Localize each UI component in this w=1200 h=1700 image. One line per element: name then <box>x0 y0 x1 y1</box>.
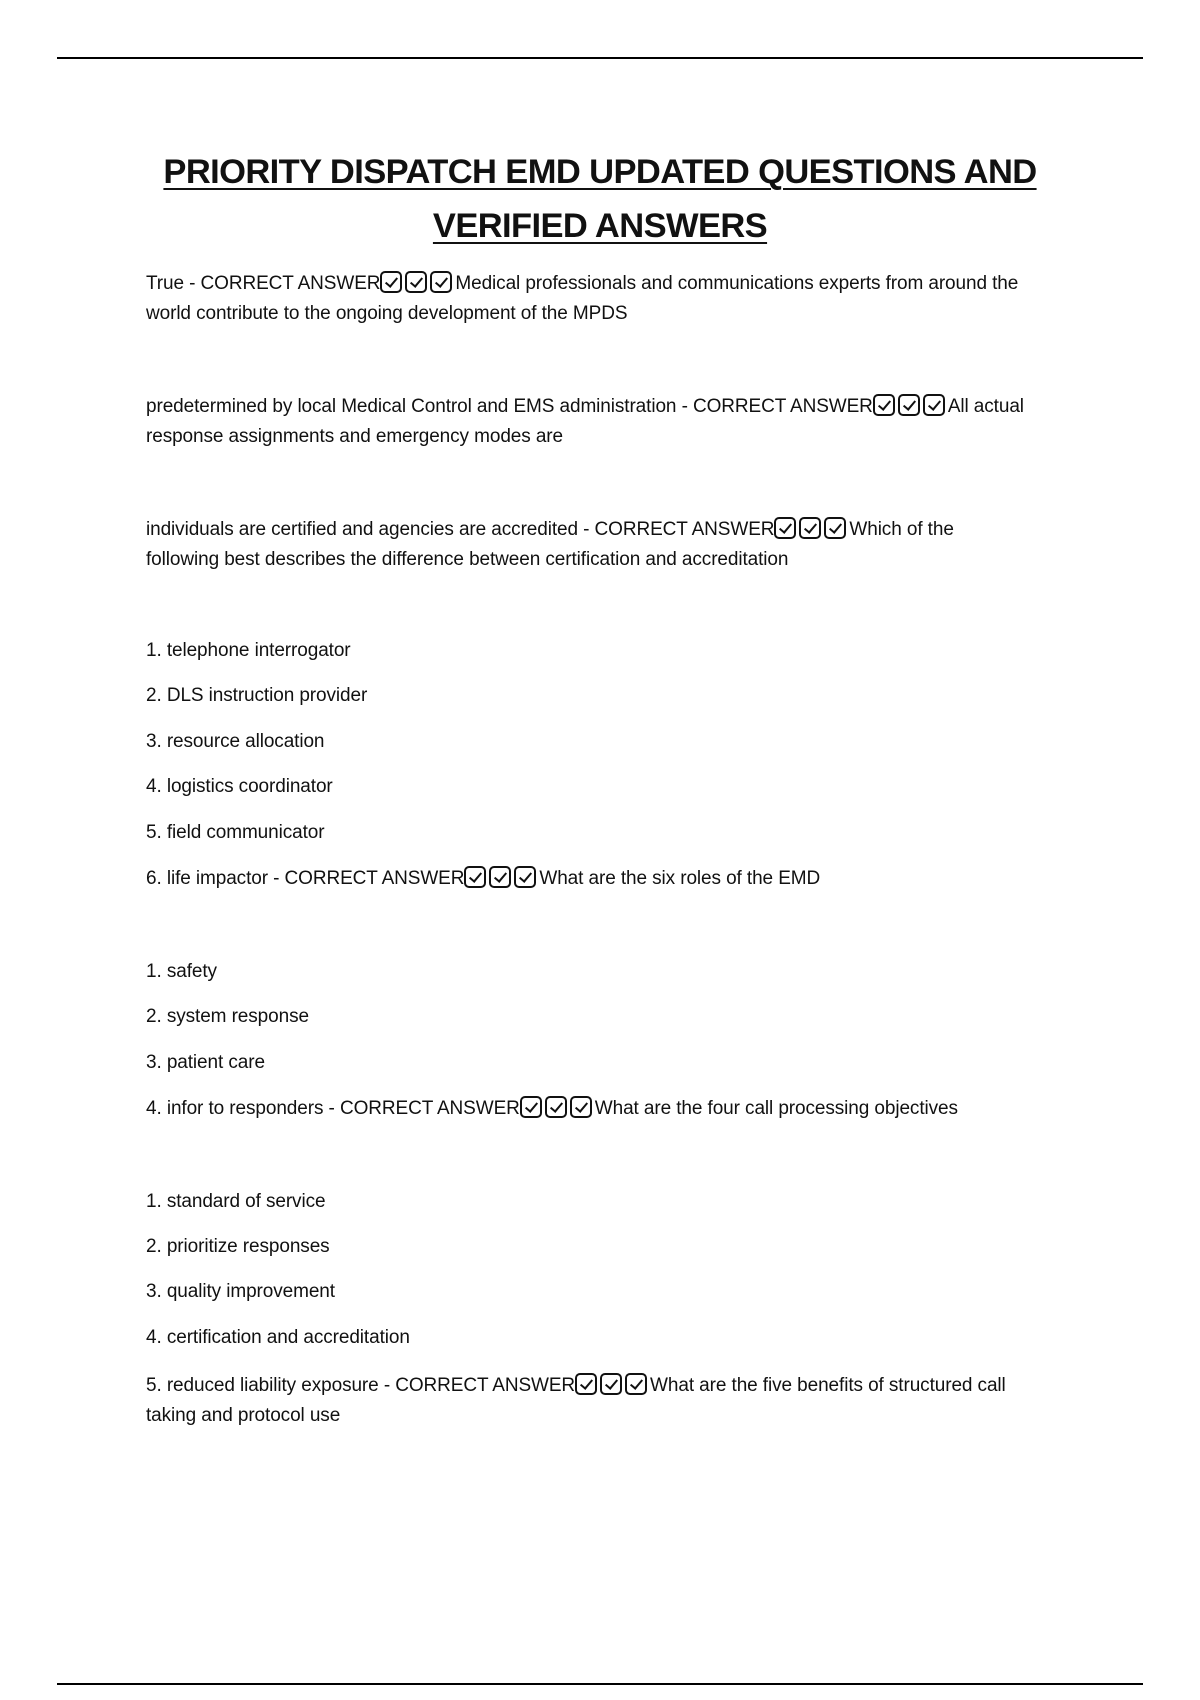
correct-answer-marker: - CORRECT ANSWER <box>328 1098 520 1119</box>
check-marks <box>774 519 846 540</box>
answer-text: predetermined by local Medical Control and EMS administration <box>146 396 677 417</box>
list-item: 2. prioritize responses <box>146 1236 330 1257</box>
correct-answer-marker: - CORRECT ANSWER <box>583 519 775 540</box>
check-marks <box>873 396 945 417</box>
question-text-cont: following best describes the difference between certification and accreditation <box>146 549 789 570</box>
check-box-icon <box>520 1096 542 1118</box>
question-text: What are the five benefits of structured call <box>650 1375 1006 1396</box>
list-item: 2. system response <box>146 1006 309 1027</box>
check-box-icon <box>824 517 846 539</box>
list-item: 1. telephone interrogator <box>146 640 351 661</box>
check-marks <box>575 1375 647 1396</box>
qa-item-1 <box>146 269 1096 329</box>
check-box-icon <box>575 1373 597 1395</box>
document-title <box>100 145 1100 253</box>
list-item: 2. DLS instruction provider <box>146 685 368 706</box>
question-text: Which of the <box>849 519 954 540</box>
qa-item-2 <box>146 392 1096 452</box>
list-item: 3. resource allocation <box>146 731 325 752</box>
list-item: 3. quality improvement <box>146 1281 335 1302</box>
check-box-icon <box>380 271 402 293</box>
qa-item-4 <box>146 864 1096 894</box>
check-box-icon <box>898 394 920 416</box>
list-item: 4. certification and accreditation <box>146 1327 410 1348</box>
check-marks <box>380 273 452 294</box>
check-box-icon <box>405 271 427 293</box>
question-text-cont: taking and protocol use <box>146 1405 341 1426</box>
check-box-icon <box>923 394 945 416</box>
top-rule <box>57 57 1143 59</box>
answer-text: True <box>146 273 184 294</box>
question-text: All actual <box>947 396 1024 417</box>
check-box-icon <box>625 1373 647 1395</box>
answer-text: 5. reduced liability exposure <box>146 1375 379 1396</box>
check-box-icon <box>570 1096 592 1118</box>
qa-item-5 <box>146 1094 1096 1124</box>
check-box-icon <box>514 866 536 888</box>
qa-item-3 <box>146 515 1096 575</box>
check-box-icon <box>464 866 486 888</box>
check-box-icon <box>600 1373 622 1395</box>
answer-text: 6. life impactor <box>146 868 268 889</box>
list-item: 5. field communicator <box>146 822 325 843</box>
list-item: 1. safety <box>146 961 217 982</box>
title-line-2: VERIFIED ANSWERS <box>432 207 768 245</box>
question-text: What are the four call processing objectives <box>594 1098 958 1119</box>
check-box-icon <box>430 271 452 293</box>
answer-text: individuals are certified and agencies are accredited <box>146 519 578 540</box>
check-box-icon <box>545 1096 567 1118</box>
question-text: What are the six roles of the EMD <box>539 868 821 889</box>
bottom-rule <box>57 1683 1143 1685</box>
question-text-cont: response assignments and emergency modes are <box>146 426 563 447</box>
list-item: 4. logistics coordinator <box>146 776 333 797</box>
check-box-icon <box>489 866 511 888</box>
question-text: Medical professionals and communications experts from around the <box>455 273 1019 294</box>
question-text-cont: world contribute to the ongoing development of the MPDS <box>146 303 628 324</box>
answer-text: 4. infor to responders <box>146 1098 324 1119</box>
check-marks <box>520 1098 592 1119</box>
correct-answer-marker: - CORRECT ANSWER <box>383 1375 576 1396</box>
correct-answer-marker: - CORRECT ANSWER <box>189 273 381 294</box>
list-item: 3. patient care <box>146 1052 265 1073</box>
check-box-icon <box>873 394 895 416</box>
qa-item-6 <box>146 1371 1096 1431</box>
correct-answer-marker: - CORRECT ANSWER <box>681 396 873 417</box>
list-item: 1. standard of service <box>146 1191 326 1212</box>
correct-answer-marker: - CORRECT ANSWER <box>273 868 465 889</box>
check-box-icon <box>799 517 821 539</box>
check-box-icon <box>774 517 796 539</box>
check-marks <box>464 868 536 889</box>
title-line-1: PRIORITY DISPATCH EMD UPDATED QUESTIONS AND <box>163 153 1037 191</box>
